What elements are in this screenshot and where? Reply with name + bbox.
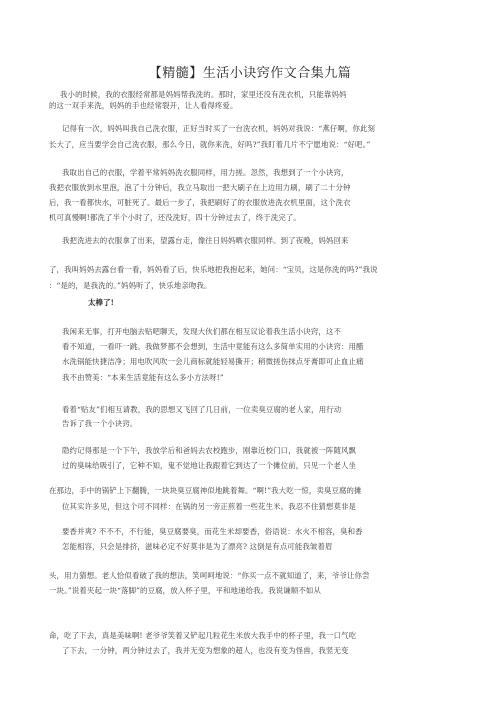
text-line: 怎能相容，只会是排挤，滋味必定不好莫非是为了漂亮? 这倒是有点可能我皱着眉	[62, 542, 333, 551]
text-line: 命，吃了下去，真是美味啊! 老爷爷笑着又铲起几粒花生米放大我手中的杯子里，我一口气吃	[49, 631, 357, 640]
text-line: 了下去，一分钟，两分钟过去了，我并无变为想象的超人，也没有变为怪兽，我竖无变	[62, 646, 349, 655]
text-line: 过的臭味给吸引了，它种不知，鬼不觉地让我跟着它到达了一个摊位前，只见一个老人坐	[62, 461, 357, 470]
text-line: 我取出自己的衣服，学着平常妈妈洗衣服同样，用力搓。忽然，我想到了一个小诀窍，	[62, 168, 349, 177]
text-line: 告诉了我一个小诀窍。	[62, 419, 138, 428]
text-line: 长大了，应当要学会自己洗衣服，那么今日，就你来洗，好吗?”我盯着几片不宁愿地说：“好吧。”	[49, 140, 371, 149]
text-line: 后，我一看都快水，可脏死了。最后一步了，我把刷好了的衣服放进洗衣机里面，这个洗衣	[49, 198, 351, 207]
text-line: 我小的时候，我的衣服经常都是妈妈帮我洗的。那时，家里还没有洗衣机，只能靠妈妈	[60, 90, 347, 99]
text-line: 我把衣服放到水里泡，泡了十分钟后，我立马取出一把大刷子在上边用力刷，刷了二十分钟	[49, 183, 351, 192]
text-line: 水洗锅能快捷洁净；用电吹风吹一会儿商标就能轻易撕开；稍微搓伤抹点牙膏即可止血止痛	[62, 357, 364, 366]
text-line: 头，用力猜想。老人恰似看破了我的想法，笑呵呵地说：“你买一点不就知道了，来，爷爷让你尝	[49, 571, 370, 580]
text-line: 隐约记得那是一个下午，我放学后和爸妈去农校跑步，刚靠近校门口，我就被一阵随风飘	[62, 446, 357, 455]
text-line: 的这一双手来洗，妈妈的手也经常裂开，让人看得疼爱。	[49, 101, 238, 110]
text-line: 要香并爽? 不不不，不行能，臭豆腐要臭，而花生米却要香，俗语说：水火不相容，臭和香	[62, 527, 363, 536]
text-line: ：“是的，是我洗的。”妈妈听了，快乐地亲吻我。	[49, 281, 212, 290]
page-title: 【精髓】生活小诀窍作文合集九篇	[148, 66, 352, 81]
text-line: 我闲来无事，打开电脑去贴吧聊天，发现大伙们都在相互议论着我生活小诀窍，这不	[62, 327, 342, 336]
text-line: 我不由赞美：“本来生活竟能有这么多小方法呀!”	[62, 373, 224, 382]
text-line: 看不知道，一看吓一跳。我做梦都不会想到，生活中竟能有这么多简单实用的小诀窍：用醋	[62, 342, 364, 351]
text-line: 一块。”说着夹起一块“落脚”的豆腐，放入杯子里，平和地递给我。我说谦顺不如从	[49, 586, 322, 595]
text-line: 我把洗进去的衣服拿了出来，望露台走，像往日妈妈晒衣服同样。到了夜晚，妈妈回来	[62, 236, 349, 245]
text-line: 了，我叫妈妈去露台看一看，妈妈看了后，快乐地把我抱起来，她问：“宝贝，这是你洗的吗?”我说	[49, 265, 378, 274]
text-line: 看着“贴友”们相互请教，我的思想又飞回了几日前，一位卖臭豆腐的老人家，用行动	[62, 405, 342, 414]
text-line: 机可真慢啊!都洗了半个小时了，还没洗好，四十分钟过去了，终于洗完了。	[49, 213, 301, 222]
exclamation-line: 太棒了!	[88, 298, 115, 307]
text-line: 记得有一次，妈妈叫我自己洗衣服，正好当时买了一台洗衣机，妈妈对我说：“燕仔啊，你此刻	[62, 124, 376, 133]
text-line: 在那边，手中的锅铲上下翻腾，一块块臭豆腐神似地跳着舞。“啊!”我大吃一惊，卖臭豆腐的摊	[49, 486, 362, 495]
text-line: 位其实许多见，但这个可不同样：在锅的另一旁正煎着一些花生米。我忍不住猜想莫非是	[62, 502, 357, 511]
